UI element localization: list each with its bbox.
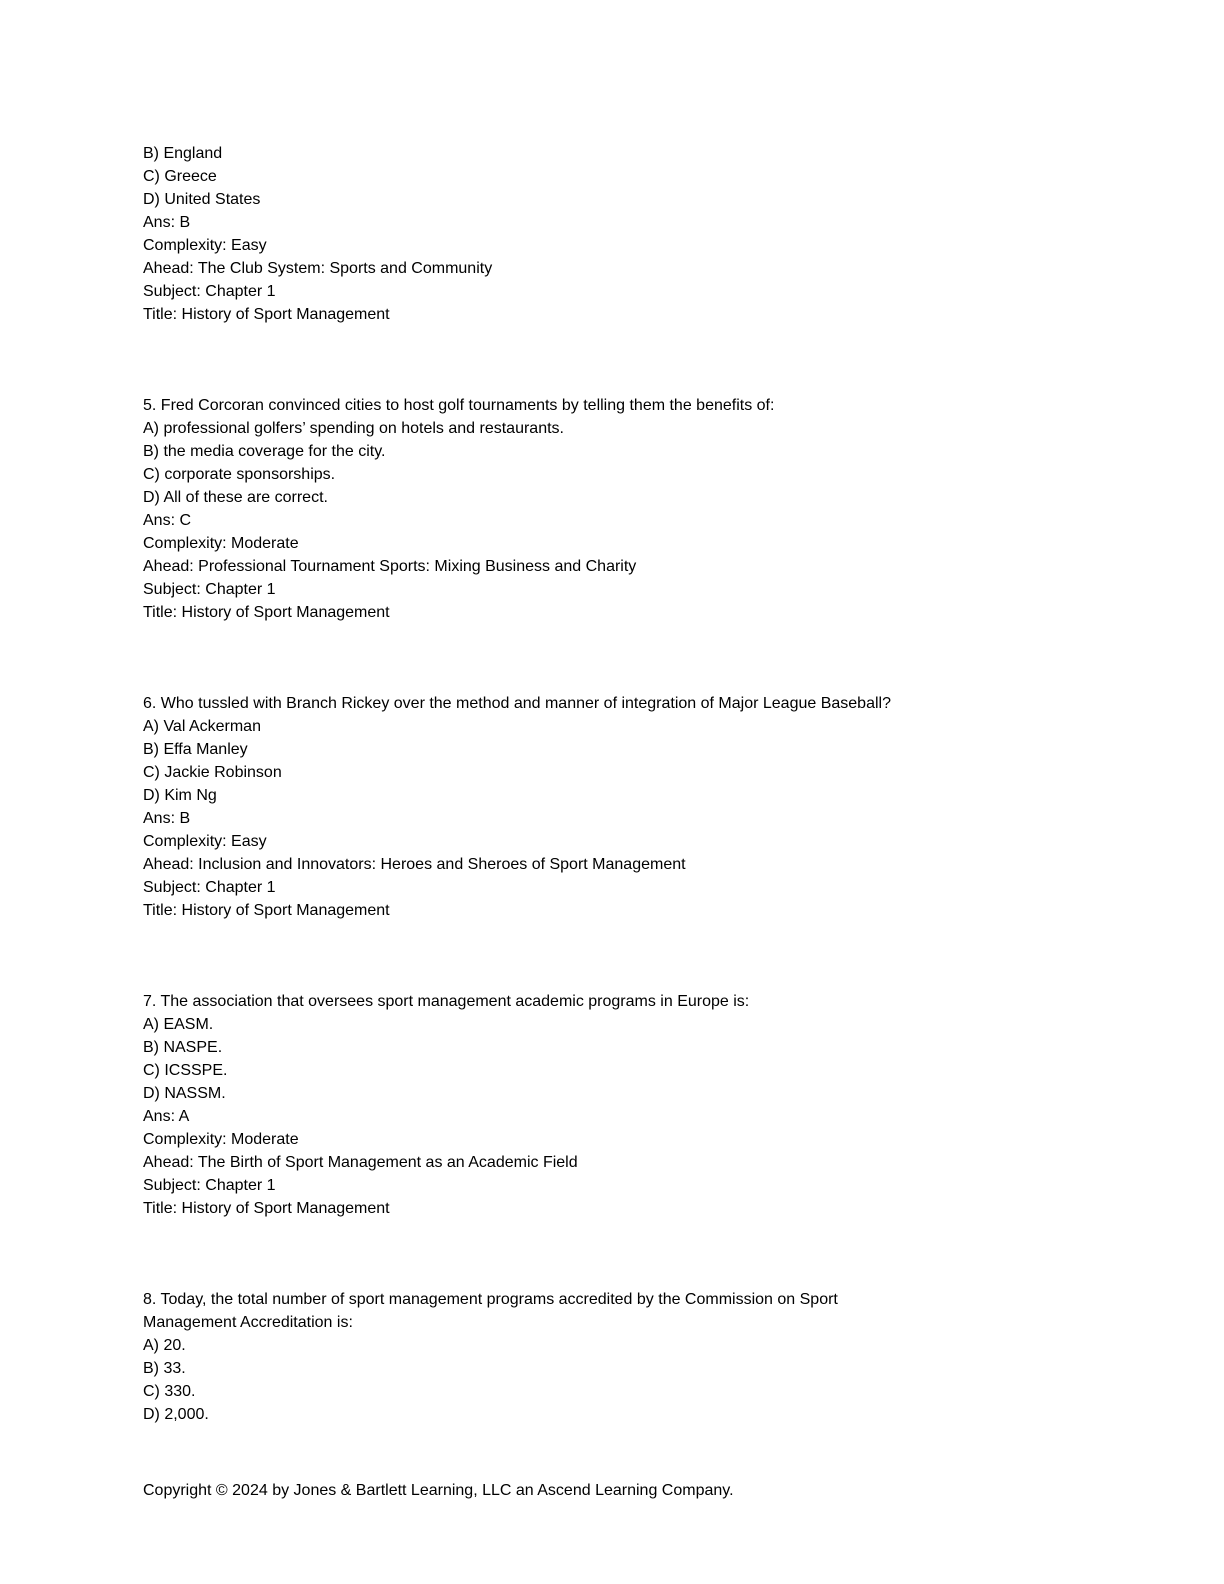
text-line: 8. Today, the total number of sport management programs accredited by the Commission on Sport bbox=[143, 1291, 838, 1308]
document-content bbox=[143, 142, 1084, 1426]
text-line: D) All of these are correct. bbox=[143, 489, 328, 506]
text-line: B) NASPE. bbox=[143, 1039, 223, 1056]
text-line: 5. Fred Corcoran convinced cities to host golf tournaments by telling them the benefits of: bbox=[143, 397, 775, 414]
text-line: Complexity: Moderate bbox=[143, 535, 299, 552]
text-line: Title: History of Sport Management bbox=[143, 604, 390, 621]
text-line: Complexity: Easy bbox=[143, 237, 267, 254]
question-block bbox=[143, 142, 1084, 326]
text-line: Ans: A bbox=[143, 1108, 190, 1125]
text-line: Complexity: Easy bbox=[143, 833, 267, 850]
text-line: A) 20. bbox=[143, 1337, 186, 1354]
text-line: B) Effa Manley bbox=[143, 741, 248, 758]
text-line: Ahead: The Birth of Sport Management as an Academic Field bbox=[143, 1154, 578, 1171]
text-line: A) professional golfers’ spending on hotels and restaurants. bbox=[143, 420, 564, 437]
text-line: C) Greece bbox=[143, 168, 217, 185]
text-line: Ahead: Inclusion and Innovators: Heroes and Sheroes of Sport Management bbox=[143, 856, 686, 873]
text-line: A) EASM. bbox=[143, 1016, 214, 1033]
text-line: D) United States bbox=[143, 191, 261, 208]
text-line: Subject: Chapter 1 bbox=[143, 283, 276, 300]
text-line: D) NASSM. bbox=[143, 1085, 226, 1102]
text-line: C) corporate sponsorships. bbox=[143, 466, 336, 483]
question-block bbox=[143, 990, 1084, 1220]
text-line: D) 2,000. bbox=[143, 1406, 209, 1423]
question-block bbox=[143, 394, 1084, 624]
text-line: Subject: Chapter 1 bbox=[143, 581, 276, 598]
text-line: Ans: B bbox=[143, 214, 191, 231]
text-line: Ans: B bbox=[143, 810, 191, 827]
question-block bbox=[143, 1288, 1084, 1426]
text-line: Subject: Chapter 1 bbox=[143, 879, 276, 896]
text-line: B) the media coverage for the city. bbox=[143, 443, 386, 460]
text-line: C) Jackie Robinson bbox=[143, 764, 282, 781]
text-line: Title: History of Sport Management bbox=[143, 1200, 390, 1217]
text-line: Title: History of Sport Management bbox=[143, 306, 390, 323]
question-block bbox=[143, 692, 1084, 922]
text-line: Ahead: Professional Tournament Sports: Mixing Business and Charity bbox=[143, 558, 637, 575]
text-line: C) ICSSPE. bbox=[143, 1062, 228, 1079]
text-line: 6. Who tussled with Branch Rickey over the method and manner of integration of Major League Baseball? bbox=[143, 695, 891, 712]
text-line: C) 330. bbox=[143, 1383, 196, 1400]
copyright-footer: Copyright © 2024 by Jones & Bartlett Learning, LLC an Ascend Learning Company. bbox=[143, 1482, 734, 1499]
text-line: Ahead: The Club System: Sports and Community bbox=[143, 260, 493, 277]
text-line: Ans: C bbox=[143, 512, 192, 529]
text-line: Management Accreditation is: bbox=[143, 1314, 353, 1331]
text-line: Subject: Chapter 1 bbox=[143, 1177, 276, 1194]
text-line: Title: History of Sport Management bbox=[143, 902, 390, 919]
text-line: B) England bbox=[143, 145, 223, 162]
text-line: 7. The association that oversees sport management academic programs in Europe is: bbox=[143, 993, 750, 1010]
text-line: Complexity: Moderate bbox=[143, 1131, 299, 1148]
text-line: D) Kim Ng bbox=[143, 787, 217, 804]
text-line: B) 33. bbox=[143, 1360, 186, 1377]
text-line: A) Val Ackerman bbox=[143, 718, 261, 735]
